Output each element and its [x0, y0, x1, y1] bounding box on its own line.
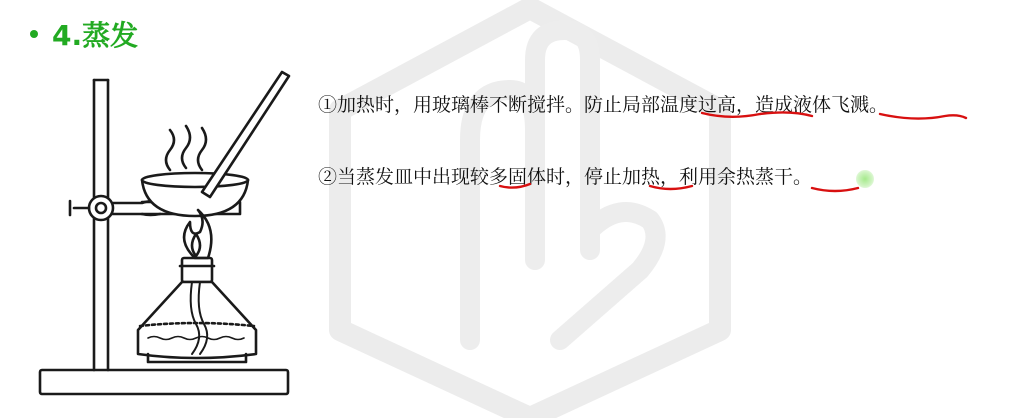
underline-residual-heat: [812, 188, 858, 191]
stand-base: [40, 370, 288, 394]
clamp-knob: [89, 196, 113, 220]
note-heating-stir: ①加热时，用玻璃棒不断搅拌。防止局部温度过高，造成液体飞溅。: [318, 94, 889, 116]
slide-title-text: 4.蒸发: [52, 19, 139, 52]
bullet-dot-icon: [30, 30, 38, 38]
hand-watermark-icon: [320, 0, 740, 418]
underline-splash: [880, 114, 966, 119]
burner-neck: [182, 258, 212, 282]
evaporation-apparatus-icon: [30, 62, 310, 402]
slide-title: [30, 14, 138, 54]
note-stop-heating: ②当蒸发皿中出现较多固体时，停止加热，利用余热蒸干。: [318, 166, 813, 188]
pointer-dot-icon: [856, 170, 874, 188]
